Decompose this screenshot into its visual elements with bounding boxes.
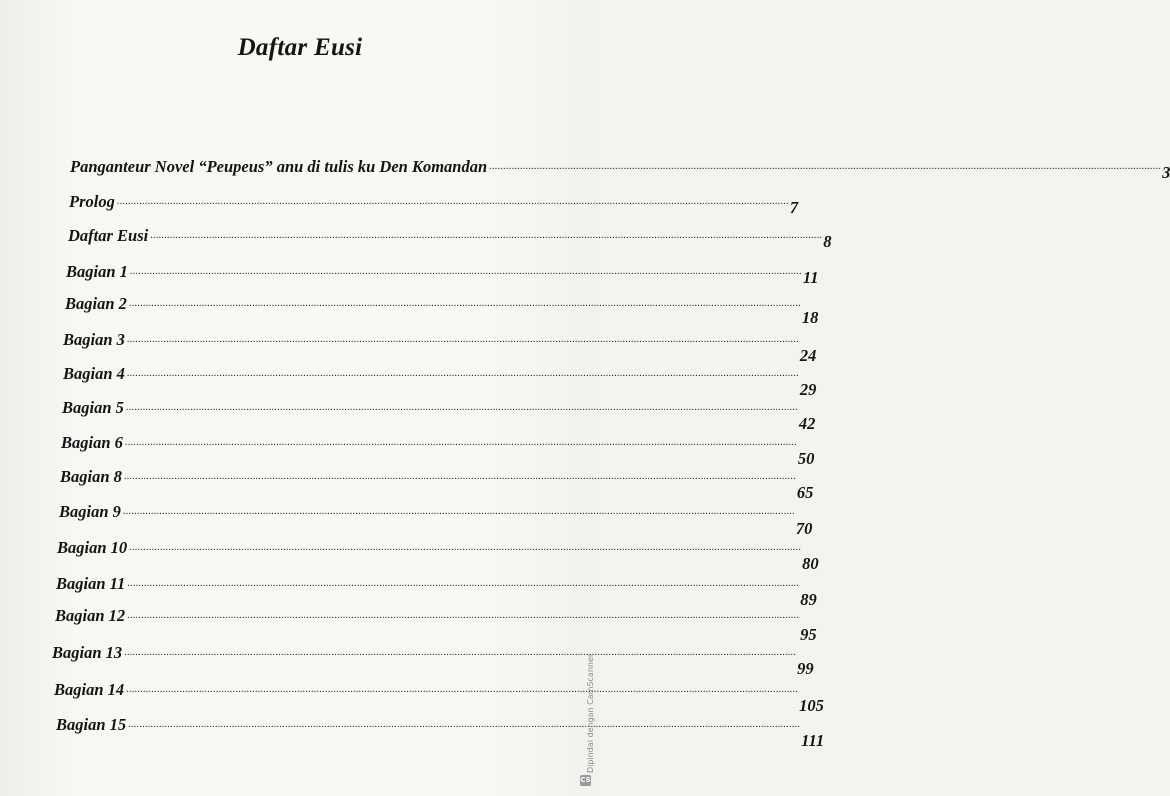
toc-entry-label: Bagian 8 <box>60 467 122 486</box>
toc-entry <box>69 187 799 217</box>
toc-entry-page: 24 <box>799 346 817 365</box>
toc-entry-label: Prolog <box>69 192 115 211</box>
toc-entry-page: 11 <box>802 268 819 287</box>
toc-leader-dots: ................................................................................................................................................................................................................................................ <box>126 684 799 695</box>
toc-entry-page: 99 <box>797 659 814 678</box>
toc-entry-label: Bagian 9 <box>59 502 121 521</box>
toc-entry-label: Bagian 15 <box>56 715 127 734</box>
toc-entry <box>63 325 817 365</box>
toc-entry <box>61 428 815 468</box>
toc-entry <box>56 569 817 609</box>
toc-entry-label: Bagian 13 <box>52 643 123 662</box>
toc-entry <box>70 152 1170 182</box>
toc-entry-page: 18 <box>801 308 819 327</box>
toc-leader-dots: ................................................................................................................................................................................................................................................ <box>129 266 802 277</box>
toc-leader-dots: ................................................................................................................................................................................................................................................ <box>150 230 823 241</box>
toc-entry-label: Bagian 11 <box>56 574 126 593</box>
toc-entry <box>68 221 832 251</box>
toc-entry-label: Panganteur Novel “Peupeus” anu di tulis ku Den Komandan <box>70 157 488 176</box>
toc-leader-dots: ................................................................................................................................................................................................................................................ <box>128 298 801 309</box>
toc-entry-page: 50 <box>797 449 815 468</box>
toc-entry-page: 70 <box>795 519 813 538</box>
page-title: Daftar Eusi <box>237 34 363 61</box>
toc-entry-page: 80 <box>802 554 819 573</box>
toc-entry <box>62 393 816 433</box>
toc-entry <box>56 710 825 750</box>
toc-entry <box>63 359 817 399</box>
toc-entry-page: 95 <box>800 625 817 644</box>
toc-entry <box>60 462 814 502</box>
toc-leader-dots: ................................................................................................................................................................................................................................................ <box>127 610 800 621</box>
toc-leader-dots: ................................................................................................................................................................................................................................................ <box>123 471 796 482</box>
toc-entry-label: Bagian 10 <box>57 538 128 557</box>
toc-entry-label: Bagian 5 <box>62 398 124 417</box>
toc-entry-page: 89 <box>800 590 817 609</box>
toc-entry-page: 42 <box>798 414 816 433</box>
toc-entry-label: Bagian 6 <box>61 433 123 452</box>
toc-entry-page: 111 <box>801 731 825 750</box>
toc-entry-page: 29 <box>799 380 817 399</box>
toc-entry-label: Daftar Eusi <box>68 226 149 245</box>
toc-entry <box>55 601 817 644</box>
toc-leader-dots: ................................................................................................................................................................................................................................................ <box>122 506 795 517</box>
toc-entry <box>59 497 813 538</box>
toc-entry <box>52 638 814 678</box>
toc-entry-label: Bagian 4 <box>63 364 125 383</box>
toc-entry-page: 65 <box>796 483 814 502</box>
toc-entry-page: 7 <box>789 198 799 217</box>
toc-leader-dots: ................................................................................................................................................................................................................................................ <box>126 368 799 379</box>
toc-entry-label: Bagian 12 <box>55 606 126 625</box>
toc-leader-dots: ................................................................................................................................................................................................................................................ <box>489 161 1162 172</box>
toc-leader-dots: ................................................................................................................................................................................................................................................ <box>124 647 797 658</box>
scanner-watermark <box>577 653 595 789</box>
toc-entry-label: Bagian 14 <box>54 680 125 699</box>
watermark-text: Dipindai dengan CamScanner <box>586 653 595 773</box>
toc-leader-dots: ................................................................................................................................................................................................................................................ <box>129 542 802 553</box>
toc-entry <box>65 289 819 327</box>
toc-leader-dots: ................................................................................................................................................................................................................................................ <box>128 719 801 730</box>
toc-leader-dots: ................................................................................................................................................................................................................................................ <box>125 402 798 413</box>
toc-leader-dots: ................................................................................................................................................................................................................................................ <box>126 334 799 345</box>
toc-leader-dots: ................................................................................................................................................................................................................................................ <box>124 437 797 448</box>
toc-entry-page: 8 <box>823 232 832 251</box>
toc-entry-page: 105 <box>799 696 824 715</box>
toc-entry <box>57 533 819 573</box>
toc-entry <box>66 257 819 287</box>
toc-entry-label: Bagian 1 <box>66 262 128 281</box>
toc-leader-dots: ................................................................................................................................................................................................................................................ <box>127 578 800 589</box>
toc-entry-label: Bagian 2 <box>65 294 127 313</box>
toc-leader-dots: ................................................................................................................................................................................................................................................ <box>116 196 789 207</box>
toc-entry-page: 3 <box>1162 163 1170 182</box>
camscanner-logo-icon: CS <box>580 776 591 784</box>
toc-entry-label: Bagian 3 <box>63 330 125 349</box>
toc-entry <box>54 675 824 715</box>
